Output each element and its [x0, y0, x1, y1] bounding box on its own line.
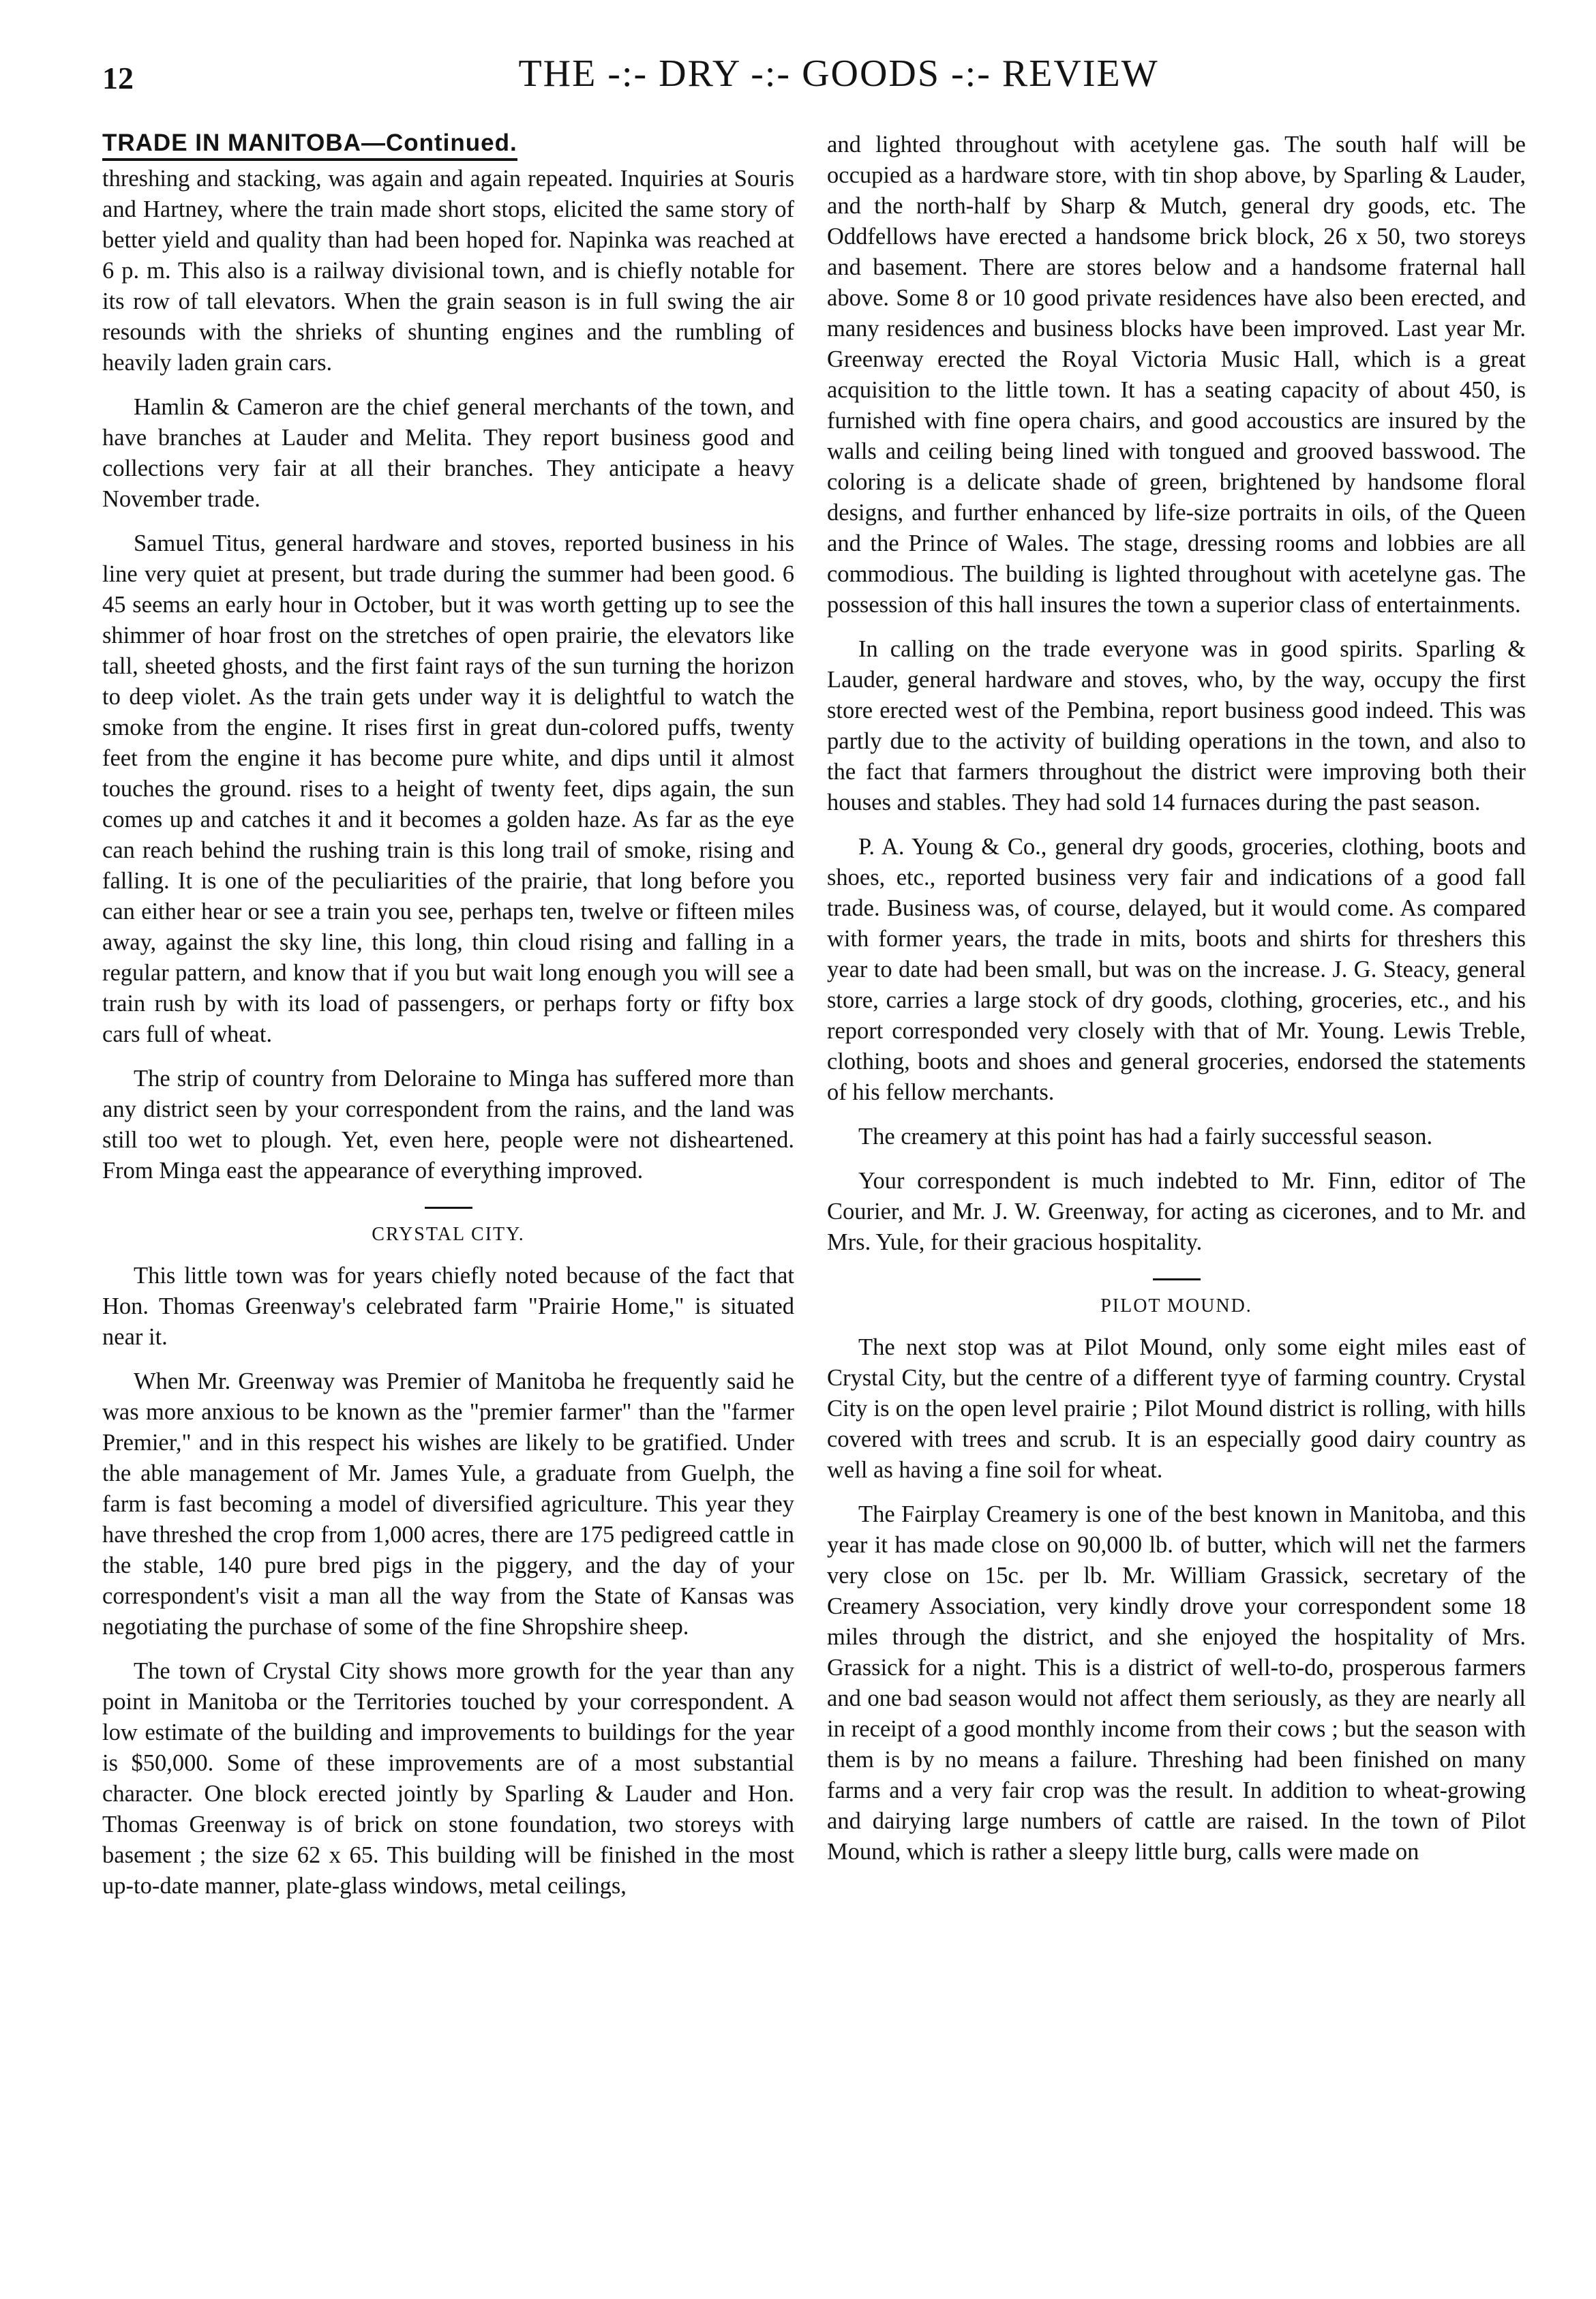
right-column [827, 130, 1526, 2264]
subheading-pilot-mound: PILOT MOUND. [1100, 1295, 1252, 1317]
paragraph: threshing and stacking, was again and again repeated. Inquiries at Souris and Hartney, where the train made short stops, elicited the same story of better yield and quality than had been hoped for. Napinka was reached at 6 p. m. This also is a railway divisional town, and is chiefly notable for its row of tall elevators. When the grain season is in full swing the air resounds with the shrieks of shunting engines and the rumbling of heavily laden grain cars. [102, 166, 794, 376]
paragraph: Your correspondent is much indebted to Mr. Finn, editor of The Courier, and Mr. J. W. Greenway, for acting as cicerones, and to Mr. and Mrs. Yule, for their gracious hospitality. [827, 1168, 1526, 1255]
section-heading: TRADE IN MANITOBA—Continued. [102, 130, 517, 161]
paragraph: Samuel Titus, general hardware and stoves, reported business in his line very quiet at present, but trade during the summer had been good. 6 45 seems an early hour in October, but it was worth getting up to see the shimmer of hoar frost on the stretches of open prairie, the elevators like tall, sheeted ghosts, and the first faint rays of the sun turning the horizon to deep violet. As the train gets under way it is delightful to watch the smoke from the engine. It rises first in great dun-colored puffs, twenty feet from the engine it has become pure white, and dips until it almost touches the ground. rises to a height of twenty feet, dips again, the sun comes up and catches it and it becomes a golden haze. As far as the eye can reach behind the rushing train is this long trail of smoke, rising and falling. It is one of the peculiarities of the prairie, that long before you can either hear or see a train you see, perhaps ten, twelve or fifteen miles away, against the sky line, this long, thin cloud rising and falling in a regular pattern, and know that if you but wait long enough you will see a train rush by with its load of passengers, or perhaps forty or fifty box cars full of wheat. [102, 530, 794, 1047]
paragraph: The Fairplay Creamery is one of the best known in Manitoba, and this year it has made close on 90,000 lb. of butter, which will net the farmers very close on 15c. per lb. Mr. William Grassick, secretary of the Creamery Association, very kindly drove your correspondent some 18 miles through the district, and she enjoyed the hospitality of Mrs. Grassick for a night. This is a district of well-to-do, prosperous farmers and one bad season would not affect them seriously, as they are nearly all in receipt of a good monthly income from their cows ; but the season with them is by no means a failure. Threshing had been finished on many farms and a very fair crop was the result. In addition to wheat-growing and dairying large numbers of cattle are raised. In the town of Pilot Mound, which is rather a sleepy little burg, calls were made on [827, 1501, 1526, 1865]
paragraph: When Mr. Greenway was Premier of Manitoba he frequently said he was more anxious to be known as the "premier farmer" than the "farmer Premier," and in this respect his wishes are likely to be gratified. Under the able management of Mr. James Yule, a graduate from Guelph, the farm is fast becoming a model of diversified agriculture. This year they have threshed the crop from 1,000 acres, there are 175 pedigreed cattle in the stable, 140 pure bred pigs in the piggery, and the day of your correspondent's visit a man all the way from the State of Kansas was negotiating the purchase of some of the fine Shropshire sheep. [102, 1368, 794, 1640]
masthead-title: THE -:- DRY -:- GOODS -:- REVIEW [518, 52, 1159, 95]
page-number: 12 [102, 61, 134, 95]
paragraph: and lighted throughout with acetylene gas. The south half will be occupied as a hardware store, with tin shop above, by Sparling & Lauder, and the north-half by Sharp & Mutch, general dry goods, etc. The Oddfellows have erected a handsome brick block, 26 x 50, two storeys and basement. There are stores below and a handsome fraternal hall above. Some 8 or 10 good private residences have also been erected, and many residences and business blocks have been improved. Last year Mr. Greenway erected the Royal Victoria Music Hall, which is a great acquisition to the little town. It has a seating capacity of about 450, is furnished with fine opera chairs, and good accoustics are insured by the walls and ceiling being lined with tongued and grooved basswood. The coloring is a delicate shade of green, brightened by handsome floral designs, and further enhanced by life-size portraits in oils, of the Queen and the Prince of Wales. The stage, dressing rooms and lobbies are all commodious. The building is lighted throughout with acetelyne gas. The possession of this hall insures the town a superior class of entertainments. [827, 132, 1526, 618]
paragraph: P. A. Young & Co., general dry goods, groceries, clothing, boots and shoes, etc., reported business very fair and indications of a good fall trade. Business was, of course, delayed, but it would come. As compared with former years, the trade in mits, boots and shirts for threshers this year to date had been small, but was on the increase. J. G. Steacy, general store, carries a large stock of dry goods, clothing, groceries, etc., and his report corresponded very closely with that of Mr. Young. Lewis Treble, clothing, boots and shoes and general groceries, endorsed the statements of his fellow merchants. [827, 834, 1526, 1105]
subheading-crystal-city: CRYSTAL CITY. [372, 1224, 525, 1245]
paragraph: Hamlin & Cameron are the chief general merchants of the town, and have branches at Lauder and Melita. They report business good and collections very fair at all their branches. They anticipate a heavy November trade. [102, 394, 794, 512]
paragraph: This little town was for years chiefly noted because of the fact that Hon. Thomas Greenway's celebrated farm "Prairie Home," is situated near it. [102, 1263, 794, 1350]
paragraph: The next stop was at Pilot Mound, only some eight miles east of Crystal City, but the centre of a different tyye of farming country. Crystal City is on the open level prairie ; Pilot Mound district is rolling, with hills covered with trees and scrub. It is an especially good dairy country as well as having a fine soil for wheat. [827, 1334, 1526, 1483]
section-divider [1153, 1278, 1201, 1280]
paragraph: The town of Crystal City shows more growth for the year than any point in Manitoba or the Territories touched by your correspondent. A low estimate of the building and improvements to buildings for the year is $50,000. Some of these improvements are of a most substantial character. One block erected jointly by Sparling & Lauder and Hon. Thomas Greenway is of brick on stone foundation, two storeys with basement ; the size 62 x 65. This building will be finished in the most up-to-date manner, plate-glass windows, metal ceilings, [102, 1658, 794, 1899]
paragraph: The strip of country from Deloraine to Minga has suffered more than any district seen by your correspondent from the rains, and the land was still too wet to plough. Yet, even here, people were not disheartened. From Minga east the appearance of everything improved. [102, 1066, 794, 1184]
section-divider [425, 1207, 472, 1209]
paragraph: The creamery at this point has had a fairly successful season. [858, 1124, 1433, 1150]
left-column [102, 130, 794, 2264]
paragraph: In calling on the trade everyone was in good spirits. Sparling & Lauder, general hardware and stoves, who, by the way, occupy the first store erected west of the Pembina, report business good indeed. This was partly due to the activity of building operations in the town, and also to the fact that farmers throughout the district were improving both their houses and stables. They had sold 14 furnaces during the past season. [827, 636, 1526, 815]
